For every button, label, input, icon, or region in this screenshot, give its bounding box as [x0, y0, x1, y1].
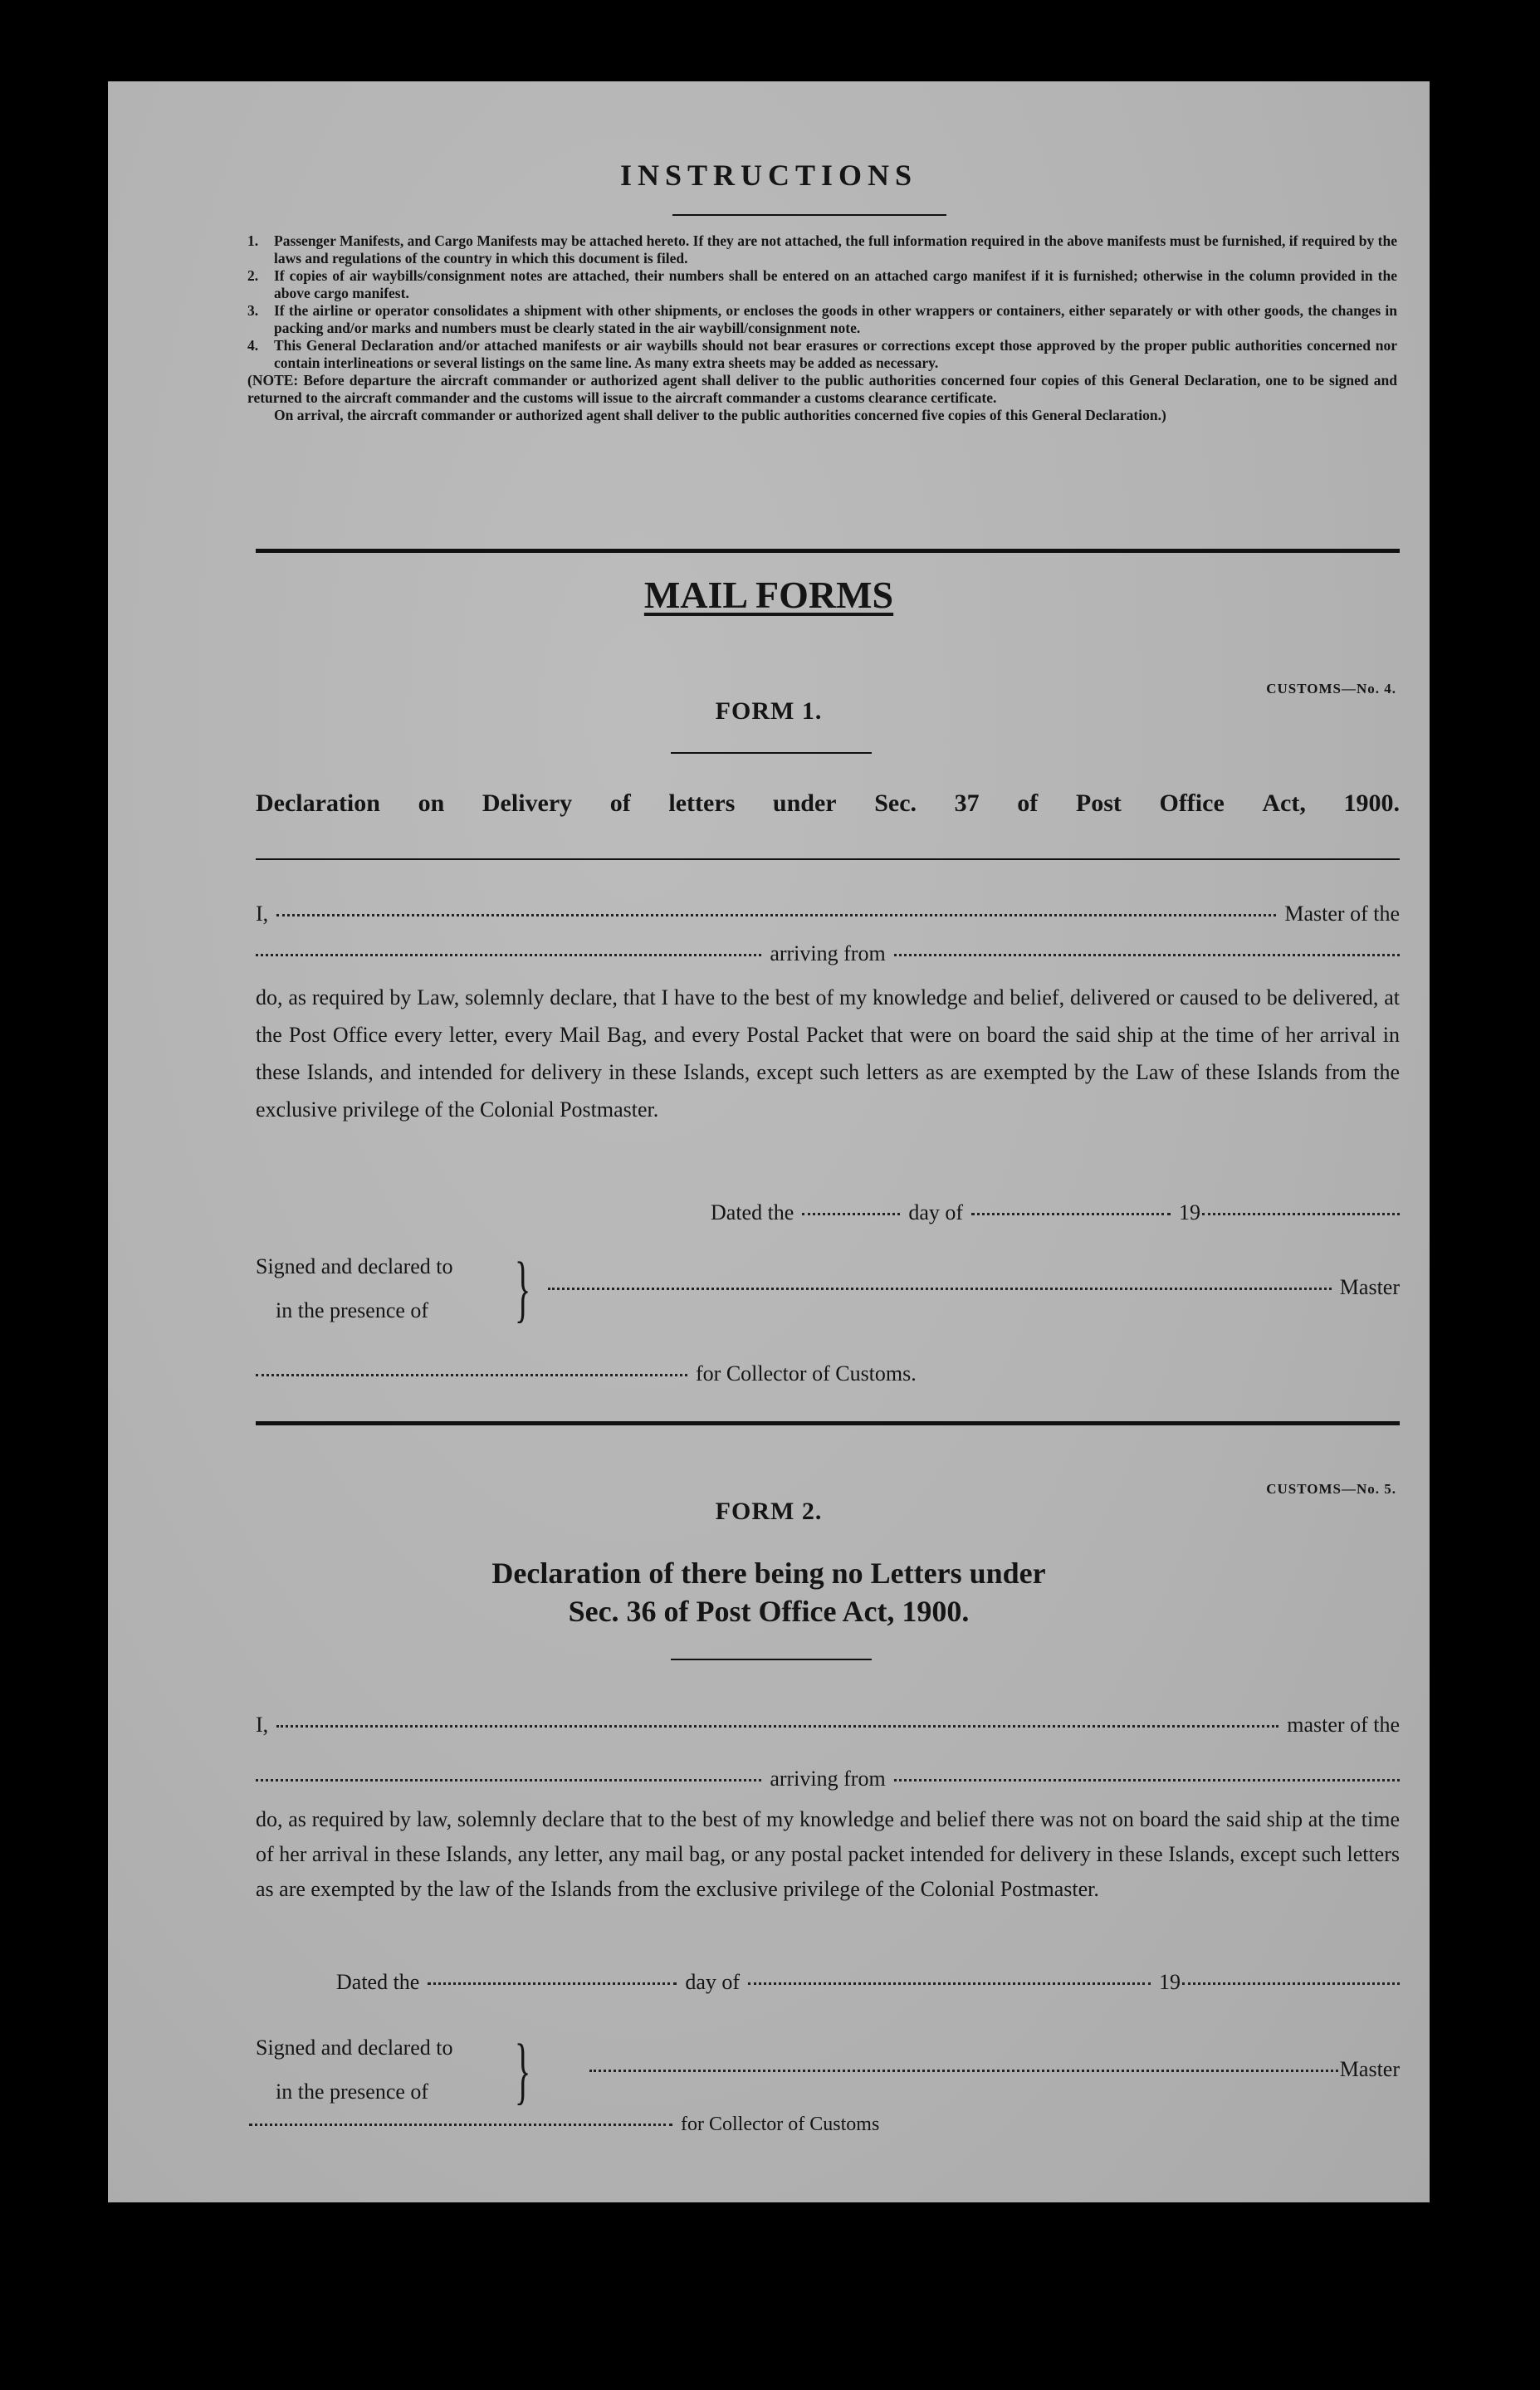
form-divider [256, 1421, 1400, 1425]
form2-collector-blank[interactable] [249, 2123, 672, 2126]
form1-label-rule [671, 752, 872, 754]
instruction-note: (NOTE: Before departure the aircraft commander or authorized agent shall deliver to the public authorities concerned four copies of this General Declaration, one to be signed and returned to the aircraft commander and the customs will issue to the aircraft commander a customs clearance certificate. On arrival, the aircraft commander or authorized agent shall deliver to the public authorities concerned five copies of this General Declaration.) [247, 372, 1397, 423]
instruction-item: 3. If the airline or operator consolidates a shipment with other shipments, or encloses the goods in other wrappers or containers, either separately or with other goods, the changes in packing and/or marks and numbers must be clearly stated in the air waybill/consignment note. [247, 302, 1397, 336]
form2-brace: } [514, 2030, 531, 2112]
form1-date-blank[interactable] [802, 1212, 900, 1215]
form1-label: FORM 1. [715, 697, 823, 725]
form2-date-blank[interactable] [428, 1982, 677, 1985]
form1-signature-blank[interactable] [548, 1287, 1332, 1290]
form1-year-blank[interactable] [1202, 1212, 1400, 1215]
form1-brace: } [514, 1248, 531, 1330]
form2-declaration-title: Declaration of there being no Letters under Sec. 36 of Post Office Act, 1900. [491, 1557, 1046, 1628]
form2-dated-line: Dated the day of 19 [336, 1970, 1400, 1995]
form1-name-blank[interactable] [276, 913, 1276, 916]
form2-ship-blank[interactable] [256, 1778, 761, 1782]
form1-master-sign-line: Master [548, 1275, 1400, 1300]
form2-arriving-line: arriving from [256, 1767, 1400, 1791]
form2-master-sign-line: Master [589, 2057, 1400, 2082]
form2-title-rule [671, 1659, 872, 1660]
section-divider [256, 549, 1400, 553]
instruction-item: 2. If copies of air waybills/consignment notes are attached, their numbers shall be entered on an attached cargo manifest if it is furnished; otherwise in the column provided in the above cargo manifest. [247, 267, 1397, 301]
mail-forms-title: MAIL FORMS [643, 574, 894, 616]
instructions-list [247, 232, 1397, 424]
form1-signed-label: Signed and declared to in the presence of [256, 1254, 453, 1322]
instruction-item: 1. Passenger Manifests, and Cargo Manifests may be attached hereto. If they are not attached, the full information required in the above manifests must be furnished, if required by the laws and regulations of the country in which this document is filed. [247, 232, 1397, 266]
instructions-title: INSTRUCTIONS [619, 159, 918, 192]
form2-collector-line: for Collector of Customs [249, 2114, 1079, 2136]
form1-customs-number: CUSTOMS—No. 4. [1266, 681, 1396, 696]
form2-signature-blank[interactable] [589, 2069, 1338, 2072]
form2-name-blank[interactable] [276, 1724, 1278, 1728]
form1-month-blank[interactable] [971, 1212, 1171, 1215]
form1-dated-line: Dated the day of 19 [711, 1200, 1400, 1225]
instruction-item: 4. This General Declaration and/or attached manifests or air waybills should not bear erasures or corrections except those approved by the proper public authorities concerned nor contain interlineations or several listings on the same line. As many extra sheets may be added as necessary. [247, 337, 1397, 371]
form1-collector-blank[interactable] [256, 1373, 687, 1376]
form2-master-line: I, master of the [256, 1713, 1400, 1737]
form1-declaration-title: Declaration on Delivery of letters under Sec. 37 of Post Office Act, 1900. [256, 789, 1400, 817]
form1-origin-blank[interactable] [894, 953, 1400, 956]
form2-label: FORM 2. [715, 1498, 823, 1525]
form2-customs-number: CUSTOMS—No. 5. [1266, 1481, 1396, 1497]
form1-master-line: I, Master of the [256, 902, 1400, 926]
form2-month-blank[interactable] [748, 1982, 1151, 1985]
form1-arriving-line: arriving from [256, 941, 1400, 966]
form2-origin-blank[interactable] [894, 1778, 1400, 1782]
form2-year-blank[interactable] [1182, 1982, 1400, 1985]
form2-body: do, as required by law, solemnly declare that to the best of my knowledge and belief there was not on board the said ship at the time of her arrival in these Islands, any letter, any mail bag, or any postal packet intended for delivery in these Islands, except such letters as are exempted by the law of the Islands from the exclusive privilege of the Colonial Postmaster. [256, 1807, 1400, 1901]
form2-signed-label: Signed and declared to in the presence of [256, 2036, 453, 2104]
form1-collector-line: for Collector of Customs. [256, 1361, 1086, 1386]
form1-ship-blank[interactable] [256, 953, 761, 956]
title-underline [672, 214, 946, 216]
document-page [108, 81, 1430, 2202]
form1-body: do, as required by Law, solemnly declare, that I have to the best of my knowledge and belief, delivered or caused to be delivered, at the Post Office every letter, every Mail Bag, and every Postal Packet that were on board the said ship at the time of her arrival in these Islands, and intended for delivery in these Islands, except such letters as are exempted by the Law of these Islands from the exclusive privilege of the Colonial Postmaster. [256, 985, 1400, 1122]
form1-title-rule [256, 858, 1400, 860]
